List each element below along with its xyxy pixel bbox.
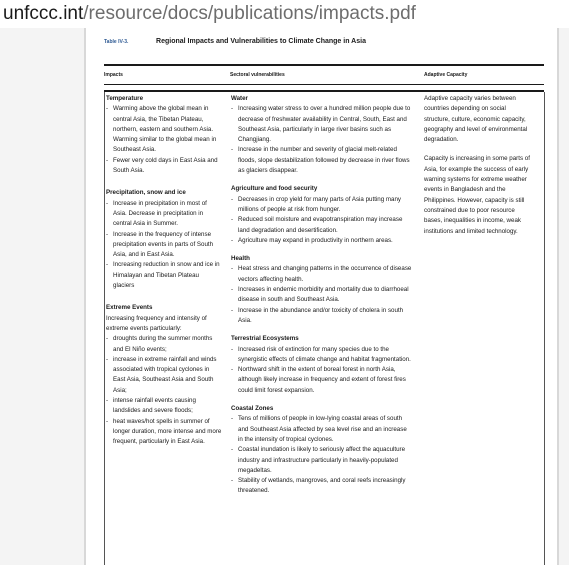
header-impacts: Impacts: [104, 72, 123, 78]
bullet-item: [231, 145, 413, 176]
header-sectoral-vulnerabilities: Sectoral vulnerabilities: [230, 72, 285, 78]
bullet-dash: -: [231, 446, 234, 454]
bullet-item: [231, 306, 413, 327]
bullet-item: [231, 365, 413, 396]
section-gap: [231, 176, 413, 184]
section-gap: [106, 291, 222, 303]
bullet-text: droughts during the summer months and El Niño events;: [113, 335, 213, 353]
bullet-dash: -: [231, 146, 234, 154]
bullet-item: [231, 236, 413, 246]
bullet-dash: -: [231, 415, 234, 423]
adaptive-paragraph: Capacity is increasing in some parts of Asia, for example the success of early warning systems for extreme weather events in Bangladesh and the Philippines. However, capacity is still constrained due to poor resource bases, inequalities in income, weak institutions and limited technology.: [424, 155, 530, 235]
bullet-item: [231, 414, 413, 445]
bullet-text: Increasing reduction in snow and ice in Himalayan and Tibetan Plateau glaciers: [113, 261, 220, 290]
bullet-text: heat waves/hot spells in summer of longer duration, more intense and more frequent, particularly in East Asia.: [113, 417, 222, 446]
bullet-text: Increased risk of extinction for many species due to the synergistic effects of climate change and habitat fragmentation.: [238, 345, 411, 363]
section-heading: Water: [231, 95, 248, 102]
table-top-rule: [104, 64, 544, 66]
section-heading: Health: [231, 255, 250, 263]
section-heading: Agriculture and food security: [231, 185, 318, 193]
body-rule: [104, 90, 544, 92]
bullet-item: [231, 195, 413, 216]
bullet-dash: -: [106, 355, 109, 363]
bullet-item: [106, 355, 222, 396]
bullet-dash: -: [106, 230, 109, 238]
header-adaptive-capacity: Adaptive Capacity: [424, 72, 468, 78]
section-heading: Temperature: [106, 95, 144, 102]
section-gap: [231, 246, 413, 254]
bullet-item: [106, 199, 222, 230]
bullet-dash: -: [231, 195, 234, 203]
page-edge-right: [557, 28, 559, 565]
bullet-item: [106, 230, 222, 261]
bullet-dash: -: [106, 105, 109, 113]
section-gap: [231, 396, 413, 404]
bullet-text: Fewer very cold days in East Asia and South Asia.: [113, 156, 218, 175]
bullet-text: Increases in endemic morbidity and mortality due to diarrhoeal disease in south and Southeast Asia.: [238, 286, 409, 304]
url-host: unfccc.int: [3, 3, 84, 24]
url-path: /resource/docs/publications/impacts.pdf: [83, 3, 416, 24]
bullet-text: Increase in the number and severity of glacial melt-related floods, slope destabilization followed by decrease in river flows as glaciers disappear.: [238, 146, 410, 175]
bullet-dash: -: [231, 236, 234, 244]
bullet-dash: -: [106, 335, 109, 343]
bullet-dash: -: [231, 477, 234, 485]
header-rule: [104, 84, 544, 85]
bullet-text: Agriculture may expand in productivity in northern areas.: [238, 236, 393, 244]
section-gap: [106, 176, 222, 188]
pdf-page: [86, 28, 557, 565]
address-bar[interactable]: [0, 0, 569, 28]
bullet-text: Decreases in crop yield for many parts of Asia putting many millions of people at risk from hunger.: [238, 195, 402, 213]
bullet-item: [106, 396, 222, 417]
bullet-dash: -: [106, 261, 109, 269]
bullet-item: [231, 445, 413, 476]
adaptive-paragraph: Adaptive capacity varies between countries depending on social structure, culture, economic capacity, geography and level of environmental degradation.: [424, 95, 528, 144]
section-heading: Precipitation, snow and ice: [106, 189, 186, 197]
bullet-text: Northward shift in the extent of boreal forest in north Asia, although likely increase in frequency and extent of forest fires could limit forest expansion.: [238, 366, 406, 394]
table-title: Regional Impacts and Vulnerabilities to Climate Change in Asia: [156, 38, 366, 45]
bullet-text: Tens of millions of people in low-lying coastal areas of south and Southeast Asia affected by sea level rise and an increase in the intensity of tropical cyclones.: [238, 415, 407, 443]
bullet-dash: -: [106, 199, 109, 207]
section-heading: Extreme Events: [106, 304, 153, 312]
bullet-item: [231, 264, 413, 285]
bullet-dash: -: [106, 156, 109, 164]
bullet-item: [106, 104, 222, 155]
viewer-margin-left: [0, 28, 84, 565]
bullet-text: Increase in precipitation in most of Asia. Decrease in precipitation in central Asia in Summer.: [113, 199, 207, 228]
bullet-dash: -: [106, 417, 109, 425]
bullet-item: [106, 334, 222, 355]
bullet-item: [231, 215, 413, 236]
bullet-text: intense rainfall events causing landslides and severe floods;: [113, 397, 196, 415]
bullet-text: increase in extreme rainfall and winds associated with tropical cyclones in East Asia, Southeast Asia and South Asia;: [113, 355, 217, 394]
bullet-item: [106, 260, 222, 291]
section-gap: [231, 326, 413, 334]
bullet-text: Coastal inundation is likely to seriously affect the aquaculture industry and infrastructure particularly in heavily-populated megadeltas.: [238, 446, 406, 474]
section-heading: Terrestrial Ecosystems: [231, 335, 299, 343]
bullet-item: [106, 417, 222, 448]
paragraph-gap: [424, 145, 532, 154]
bullet-item: [231, 285, 413, 306]
table-border-left: [104, 92, 105, 565]
bullet-text: Reduced soil moisture and evapotranspiration may increase land degradation and desertification.: [238, 216, 403, 234]
bullet-item: [106, 156, 222, 177]
bullet-text: Warming above the global mean in central Asia, the Tibetan Plateau, northern, eastern and southern Asia. Warming similar to the global mean in Southeast Asia.: [113, 105, 217, 154]
bullet-text: Increasing water stress to over a hundred million people due to decrease of freshwater availability in Central, South, East and Southeast Asia, particularly in large river basins such as Changjiang.: [238, 105, 411, 144]
bullet-text: Stability of wetlands, mangroves, and coral reefs increasingly threatened.: [238, 477, 406, 495]
table-border-right: [544, 92, 545, 565]
bullet-dash: -: [231, 105, 234, 113]
bullet-dash: -: [231, 306, 234, 314]
table-caption: [104, 38, 544, 45]
table-number: Table IV-3.: [104, 39, 129, 45]
bullet-text: Heat stress and changing patterns in the occurrence of disease vectors affecting health.: [238, 265, 412, 283]
bullet-dash: -: [231, 216, 234, 224]
bullet-text: Increase in the abundance and/or toxicity of cholera in south Asia.: [238, 306, 404, 324]
adaptive-capacity-column: [424, 94, 532, 237]
bullet-dash: -: [231, 286, 234, 294]
section-intro: Increasing frequency and intensity of extreme events particularly:: [106, 314, 207, 332]
vulnerabilities-column: [231, 94, 413, 497]
bullet-dash: -: [231, 345, 234, 353]
bullet-item: [231, 345, 413, 366]
bullet-dash: -: [106, 397, 109, 405]
bullet-item: [231, 104, 413, 145]
bullet-text: Increase in the frequency of intense precipitation events in parts of South Asia, and in East Asia.: [113, 230, 214, 259]
impacts-column: [106, 94, 222, 448]
bullet-item: [231, 476, 413, 497]
section-heading: Coastal Zones: [231, 405, 274, 413]
bullet-dash: -: [231, 366, 234, 374]
bullet-dash: -: [231, 265, 234, 273]
